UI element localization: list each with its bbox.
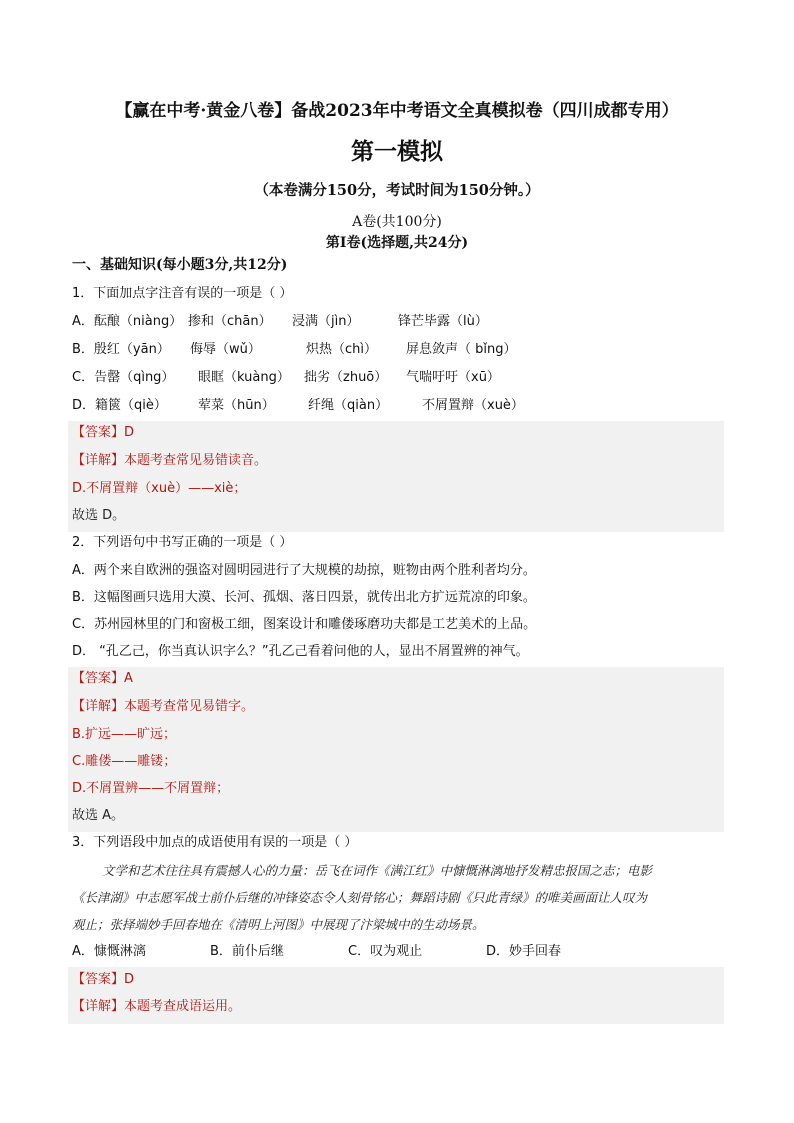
- q2-option: A．两个来自欧洲的强盗对圆明园进行了大规模的劫掠，赃物由两个胜利者均分。: [72, 563, 536, 578]
- q3-explanation: 【详解】本题考查成语运用。: [72, 999, 242, 1014]
- q3-option: C．叹为观止: [348, 944, 423, 959]
- q1-option-cell: 锋芒毕露（lù）: [398, 314, 488, 329]
- q1-explanation: 【详解】本题考查常见易错读音。: [72, 453, 268, 468]
- q1-option-cell: B．殷红（yān）: [72, 342, 170, 357]
- section-heading: 一、基础知识(每小题3分,共12分): [72, 257, 288, 273]
- q3-option: B．前仆后继: [210, 944, 284, 959]
- q2-option: D． “孔乙己，你当真认识字么？”孔乙己看着问他的人，显出不屑置辨的神气。: [72, 644, 529, 659]
- volume-a-heading: A卷(共100分): [352, 214, 442, 230]
- q3-option: D．妙手回春: [486, 944, 562, 959]
- q2-option: B．这幅图画只选用大漠、长河、孤烟、落日四景，就传出北方扩远荒凉的印象。: [72, 590, 536, 605]
- q1-option-cell: D．籍篋（qiè）: [72, 398, 167, 413]
- q1-conclusion: 故选 D。: [72, 508, 126, 523]
- volume-1-heading: 第Ⅰ卷(选择题,共24分): [325, 235, 469, 251]
- q2-conclusion: 故选 A。: [72, 808, 125, 823]
- q1-option-cell: 荤菜（hūn）: [198, 398, 275, 413]
- q1-option-cell: 掺和（chān）: [188, 314, 272, 329]
- q1-option-cell: A．酝酿（niàng）: [72, 314, 183, 329]
- exam-note: （本卷满分150分，考试时间为150分钟。）: [254, 182, 540, 199]
- q1-option-cell: 炽热（chì）: [306, 342, 377, 357]
- q2-explanation: 【详解】本题考查常见易错字。: [72, 699, 255, 714]
- exam-title: 【赢在中考·黄金八卷】备战2023年中考语文全真模拟卷（四川成都专用）: [115, 101, 679, 121]
- q2-option: C．苏州园林里的门和窗极工细，图案设计和雕偻琢磨功夫都是工艺美术的上品。: [72, 617, 537, 632]
- q2-answer: 【答案】A: [72, 671, 133, 686]
- q1-detail: D.不屑置辩（xuè）——xiè；: [72, 481, 247, 496]
- q3-passage-line: 文学和艺术往往具有震撼人心的力量：岳飞在词作《满江红》中慷慨淋漓地抒发精忠报国之志；电影: [102, 863, 653, 878]
- q1-answer-block: [68, 421, 724, 532]
- q2-answer-block: [68, 667, 724, 832]
- q1-option-cell: 气喘吁吁（xū）: [406, 370, 500, 385]
- q2-detail: C.雕偻——雕镂；: [72, 754, 177, 769]
- q1-option-cell: 浸满（jìn）: [292, 314, 360, 329]
- q1-option-cell: 拙劣（zhuō）: [304, 370, 388, 385]
- q1-option-cell: C．告罄（qìng）: [72, 370, 175, 385]
- exam-subtitle: 第一模拟: [351, 138, 443, 165]
- q2-stem: 2．下列语句中书写正确的一项是（ ）: [72, 535, 293, 550]
- q1-answer: 【答案】D: [72, 425, 135, 440]
- q1-option-cell: 侮辱（wǔ）: [190, 342, 261, 357]
- q3-passage-line: 观止；张择端妙手回春地在《清明上河图》中展现了汴梁城中的生动场景。: [72, 917, 485, 932]
- q2-detail: B.扩远——旷远；: [72, 727, 177, 742]
- q3-passage-line: 《长津湖》中志愿军战士前仆后继的冲锋姿态令人刻骨铭心；舞蹈诗剧《只此青绿》的唯美画面让人叹为: [72, 890, 648, 905]
- q3-answer: 【答案】D: [72, 972, 135, 987]
- q1-option-cell: 不屑置辩（xuè）: [422, 398, 524, 413]
- q2-detail: D.不屑置辨——不屑置辩；: [72, 781, 230, 796]
- q1-stem: 1．下面加点字注音有误的一项是（ ）: [72, 286, 293, 301]
- q1-option-cell: 纤绳（qiàn）: [308, 398, 389, 413]
- q1-option-cell: 眼眶（kuàng）: [198, 370, 290, 385]
- q3-stem: 3．下列语段中加点的成语使用有误的一项是（ ）: [72, 835, 358, 850]
- q3-option: A．慷慨淋漓: [72, 944, 146, 959]
- q1-option-cell: 屏息敛声（ bǐng）: [406, 342, 517, 357]
